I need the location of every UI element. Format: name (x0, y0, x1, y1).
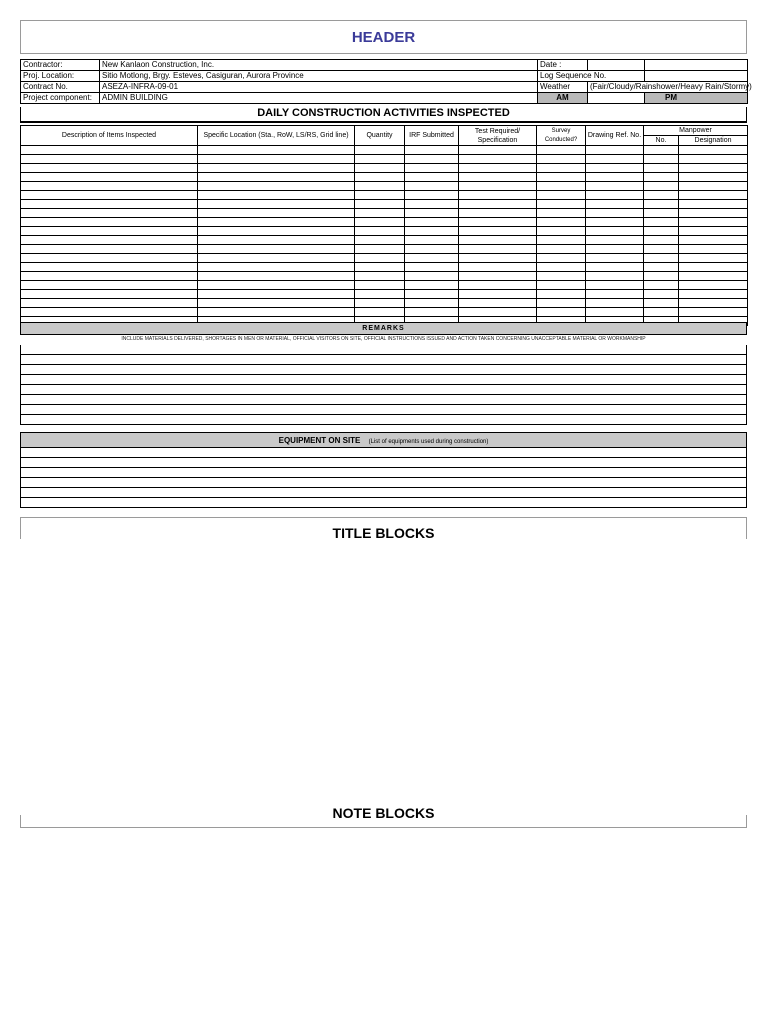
activities-table (20, 125, 748, 326)
activity-cell[interactable] (405, 155, 459, 164)
activity-cell[interactable] (459, 164, 537, 173)
col-no: No. (644, 136, 679, 146)
activity-cell[interactable] (644, 236, 679, 245)
log-label: Log Sequence No. (538, 71, 645, 82)
activity-cell[interactable] (679, 182, 748, 191)
contractor-label: Contractor: (21, 60, 100, 71)
title-blocks-box (20, 517, 747, 539)
activity-cell[interactable] (459, 254, 537, 263)
note-blocks-fragment (20, 805, 747, 828)
activity-cell[interactable] (679, 290, 748, 299)
activity-cell[interactable] (644, 308, 679, 317)
activity-cell[interactable] (537, 299, 586, 308)
col-irf: IRF Submitted (405, 126, 459, 146)
activity-cell[interactable] (459, 299, 537, 308)
activity-cell[interactable] (586, 146, 644, 155)
activity-cell[interactable] (355, 299, 405, 308)
activity-cell[interactable] (537, 200, 586, 209)
activity-cell[interactable] (586, 173, 644, 182)
activity-cell[interactable] (537, 245, 586, 254)
activity-cell[interactable] (644, 182, 679, 191)
am-value[interactable] (588, 93, 645, 104)
activity-cell[interactable] (459, 236, 537, 245)
activity-cell[interactable] (644, 146, 679, 155)
weather-options: (Fair/Cloudy/Rainshower/Heavy Rain/Stormy) (588, 82, 748, 93)
activity-cell[interactable] (537, 209, 586, 218)
activity-cell[interactable] (405, 209, 459, 218)
activity-cell[interactable] (586, 200, 644, 209)
col-location: Specific Location (Sta., RoW, LS/RS, Grid line) (198, 126, 355, 146)
col-drawing: Drawing Ref. No. (586, 126, 644, 146)
activity-cell[interactable] (405, 245, 459, 254)
activity-cell[interactable] (644, 227, 679, 236)
activity-cell[interactable] (21, 254, 198, 263)
activity-cell[interactable] (586, 290, 644, 299)
activity-cell[interactable] (679, 272, 748, 281)
activities-rule (20, 121, 747, 123)
activity-cell[interactable] (21, 182, 198, 191)
activity-cell[interactable] (679, 146, 748, 155)
equipment-bar (20, 432, 747, 448)
activity-cell[interactable] (459, 173, 537, 182)
activity-row[interactable] (21, 308, 748, 317)
activity-cell[interactable] (355, 290, 405, 299)
activity-cell[interactable] (405, 173, 459, 182)
entry-line[interactable] (21, 498, 746, 508)
am-label: AM (538, 93, 588, 104)
activity-cell[interactable] (644, 299, 679, 308)
activity-cell[interactable] (459, 308, 537, 317)
activity-row[interactable] (21, 155, 748, 164)
activity-cell[interactable] (644, 209, 679, 218)
activity-cell[interactable] (679, 155, 748, 164)
col-description: Description of Items Inspected (21, 126, 198, 146)
activity-cell[interactable] (21, 173, 198, 182)
activity-cell[interactable] (21, 236, 198, 245)
activity-cell[interactable] (405, 182, 459, 191)
activity-cell[interactable] (586, 254, 644, 263)
activity-cell[interactable] (644, 164, 679, 173)
activity-cell[interactable] (405, 191, 459, 200)
activity-cell[interactable] (198, 290, 355, 299)
activity-cell[interactable] (586, 209, 644, 218)
activity-cell[interactable] (198, 299, 355, 308)
activity-cell[interactable] (644, 290, 679, 299)
activity-cell[interactable] (586, 308, 644, 317)
activity-cell[interactable] (405, 236, 459, 245)
activity-cell[interactable] (644, 281, 679, 290)
activity-cell[interactable] (459, 200, 537, 209)
activity-cell[interactable] (405, 290, 459, 299)
entry-line[interactable] (21, 488, 746, 498)
activity-cell[interactable] (21, 272, 198, 281)
activity-cell[interactable] (644, 272, 679, 281)
activity-cell[interactable] (679, 164, 748, 173)
activity-cell[interactable] (355, 218, 405, 227)
activity-cell[interactable] (198, 182, 355, 191)
activity-row[interactable] (21, 182, 748, 191)
activity-cell[interactable] (679, 173, 748, 182)
activity-row[interactable] (21, 299, 748, 308)
remarks-note: INCLUDE MATERIALS DELIVERED, SHORTAGES IN MEN OR MATERIAL, OFFICIAL VISITORS ON SITE, OFFICIAL INSTRUCTIONS ISSUED AND ACTION TAKEN CONCERNING UNACCEPTABLE MATERIAL OR WORKMANSHIP (121, 336, 646, 342)
equipment-subtitle: (List of equipments used during construction) (368, 439, 489, 445)
activity-cell[interactable] (679, 281, 748, 290)
activity-cell[interactable] (537, 236, 586, 245)
location-label: Proj. Location: (21, 71, 100, 82)
activity-cell[interactable] (586, 182, 644, 191)
activity-cell[interactable] (679, 245, 748, 254)
activity-cell[interactable] (198, 245, 355, 254)
activity-cell[interactable] (586, 281, 644, 290)
activity-cell[interactable] (355, 155, 405, 164)
activity-cell[interactable] (198, 263, 355, 272)
activity-cell[interactable] (355, 200, 405, 209)
activity-cell[interactable] (198, 191, 355, 200)
activity-cell[interactable] (459, 182, 537, 191)
activity-cell[interactable] (355, 164, 405, 173)
activity-cell[interactable] (21, 146, 198, 155)
activity-cell[interactable] (644, 254, 679, 263)
activity-row[interactable] (21, 245, 748, 254)
activity-cell[interactable] (537, 308, 586, 317)
activity-cell[interactable] (537, 164, 586, 173)
activity-cell[interactable] (679, 200, 748, 209)
activity-cell[interactable] (586, 218, 644, 227)
activity-cell[interactable] (355, 182, 405, 191)
activity-cell[interactable] (586, 299, 644, 308)
header-title: HEADER (351, 28, 416, 46)
entry-line[interactable] (21, 478, 746, 488)
activity-cell[interactable] (21, 200, 198, 209)
location-value: Sitio Motlong, Brgy. Esteves, Casiguran, Aurora Province (100, 71, 538, 82)
activity-cell[interactable] (459, 263, 537, 272)
activity-cell[interactable] (459, 155, 537, 164)
activity-cell[interactable] (21, 263, 198, 272)
activity-cell[interactable] (355, 245, 405, 254)
activity-cell[interactable] (679, 308, 748, 317)
activities-body (21, 146, 748, 326)
activity-cell[interactable] (644, 191, 679, 200)
col-manpower: Manpower (644, 126, 748, 136)
activity-cell[interactable] (405, 200, 459, 209)
entry-line[interactable] (21, 365, 746, 375)
contract-value: ASEZA-INFRA-09-01 (100, 82, 538, 93)
col-test: Test Required/ Specification (459, 126, 537, 146)
entry-line[interactable] (21, 458, 746, 468)
entry-line[interactable] (21, 355, 746, 365)
activity-cell[interactable] (537, 191, 586, 200)
activity-cell[interactable] (355, 191, 405, 200)
activity-cell[interactable] (21, 299, 198, 308)
activity-cell[interactable] (537, 218, 586, 227)
activity-cell[interactable] (21, 308, 198, 317)
col-survey: Survey Conducted? (537, 126, 586, 146)
activity-cell[interactable] (537, 254, 586, 263)
activity-row[interactable] (21, 227, 748, 236)
activity-cell[interactable] (586, 236, 644, 245)
activity-row[interactable] (21, 146, 748, 155)
activity-cell[interactable] (459, 209, 537, 218)
component-label: Project component: (21, 93, 100, 104)
activity-cell[interactable] (198, 236, 355, 245)
date-extra (645, 60, 748, 71)
activity-cell[interactable] (679, 191, 748, 200)
activity-cell[interactable] (198, 227, 355, 236)
activity-row[interactable] (21, 281, 748, 290)
remarks-lines[interactable] (20, 345, 747, 425)
activity-cell[interactable] (537, 173, 586, 182)
activity-cell[interactable] (21, 281, 198, 290)
entry-line[interactable] (21, 345, 746, 355)
activity-cell[interactable] (537, 272, 586, 281)
activity-cell[interactable] (198, 209, 355, 218)
weather-label: Weather (538, 82, 588, 93)
activity-cell[interactable] (537, 227, 586, 236)
activity-cell[interactable] (21, 290, 198, 299)
activity-cell[interactable] (537, 155, 586, 164)
activity-cell[interactable] (586, 263, 644, 272)
date-label: Date : (538, 60, 588, 71)
activity-cell[interactable] (679, 236, 748, 245)
entry-line[interactable] (21, 385, 746, 395)
activity-row[interactable] (21, 209, 748, 218)
activity-cell[interactable] (459, 227, 537, 236)
activity-cell[interactable] (537, 263, 586, 272)
activity-cell[interactable] (644, 200, 679, 209)
activity-cell[interactable] (537, 146, 586, 155)
activity-cell[interactable] (21, 155, 198, 164)
activity-cell[interactable] (679, 254, 748, 263)
activity-cell[interactable] (537, 182, 586, 191)
contractor-value: New Kanlaon Construction, Inc. (100, 60, 538, 71)
activity-cell[interactable] (198, 308, 355, 317)
activity-cell[interactable] (198, 200, 355, 209)
activity-cell[interactable] (586, 155, 644, 164)
activity-cell[interactable] (586, 272, 644, 281)
contract-label: Contract No. (21, 82, 100, 93)
entry-line[interactable] (21, 448, 746, 458)
note-blocks-title: NOTE BLOCKS (332, 805, 435, 821)
equipment-title: EQUIPMENT ON SITE (278, 436, 361, 445)
activity-row[interactable] (21, 263, 748, 272)
activity-cell[interactable] (405, 299, 459, 308)
activity-cell[interactable] (21, 164, 198, 173)
activity-cell[interactable] (644, 263, 679, 272)
activity-cell[interactable] (537, 281, 586, 290)
log-value[interactable] (645, 71, 748, 82)
activity-cell[interactable] (355, 173, 405, 182)
activity-cell[interactable] (405, 227, 459, 236)
remarks-bar: REMARKS (20, 322, 747, 335)
activity-cell[interactable] (355, 209, 405, 218)
activity-cell[interactable] (198, 281, 355, 290)
activity-cell[interactable] (355, 281, 405, 290)
activity-row[interactable] (21, 164, 748, 173)
activity-cell[interactable] (21, 245, 198, 254)
activity-cell[interactable] (405, 164, 459, 173)
entry-line[interactable] (21, 375, 746, 385)
activity-cell[interactable] (459, 290, 537, 299)
activity-cell[interactable] (586, 227, 644, 236)
activity-row[interactable] (21, 236, 748, 245)
pm-label: PM (645, 93, 748, 104)
activity-cell[interactable] (355, 146, 405, 155)
activity-cell[interactable] (198, 146, 355, 155)
activity-cell[interactable] (586, 191, 644, 200)
activity-cell[interactable] (459, 245, 537, 254)
activity-cell[interactable] (405, 254, 459, 263)
equipment-lines[interactable] (20, 448, 747, 508)
activity-cell[interactable] (21, 218, 198, 227)
activity-row[interactable] (21, 290, 748, 299)
col-designation: Designation (679, 136, 748, 146)
date-value[interactable] (588, 60, 645, 71)
activity-cell[interactable] (586, 245, 644, 254)
activity-cell[interactable] (644, 245, 679, 254)
activity-row[interactable] (21, 272, 748, 281)
activity-row[interactable] (21, 173, 748, 182)
activity-row[interactable] (21, 200, 748, 209)
component-value: ADMIN BUILDING (100, 93, 538, 104)
activity-cell[interactable] (679, 218, 748, 227)
activity-cell[interactable] (405, 308, 459, 317)
activity-cell[interactable] (355, 272, 405, 281)
activity-cell[interactable] (459, 146, 537, 155)
activity-cell[interactable] (679, 209, 748, 218)
activity-cell[interactable] (459, 191, 537, 200)
activity-cell[interactable] (405, 146, 459, 155)
activity-cell[interactable] (355, 254, 405, 263)
activity-cell[interactable] (198, 254, 355, 263)
project-info-table (20, 59, 752, 104)
activity-cell[interactable] (537, 290, 586, 299)
title-blocks-title: TITLE BLOCKS (332, 525, 435, 541)
activity-cell[interactable] (355, 227, 405, 236)
activity-cell[interactable] (586, 164, 644, 173)
activity-cell[interactable] (405, 263, 459, 272)
activity-cell[interactable] (198, 164, 355, 173)
activity-cell[interactable] (644, 218, 679, 227)
activity-cell[interactable] (679, 227, 748, 236)
activity-cell[interactable] (198, 218, 355, 227)
activity-cell[interactable] (644, 173, 679, 182)
activity-cell[interactable] (21, 209, 198, 218)
activity-cell[interactable] (679, 299, 748, 308)
entry-line[interactable] (21, 395, 746, 405)
activity-row[interactable] (21, 254, 748, 263)
entry-line[interactable] (21, 405, 746, 415)
header-box (20, 20, 747, 54)
activity-cell[interactable] (459, 218, 537, 227)
activity-cell[interactable] (21, 227, 198, 236)
activity-row[interactable] (21, 218, 748, 227)
activity-cell[interactable] (198, 155, 355, 164)
activities-title: DAILY CONSTRUCTION ACTIVITIES INSPECTED (20, 107, 747, 121)
activity-cell[interactable] (198, 272, 355, 281)
activity-cell[interactable] (459, 281, 537, 290)
activity-cell[interactable] (405, 281, 459, 290)
activity-cell[interactable] (355, 308, 405, 317)
entry-line[interactable] (21, 468, 746, 478)
activity-cell[interactable] (405, 218, 459, 227)
col-quantity: Quantity (355, 126, 405, 146)
activity-cell[interactable] (679, 263, 748, 272)
activity-cell[interactable] (21, 191, 198, 200)
activity-row[interactable] (21, 191, 748, 200)
activity-cell[interactable] (405, 272, 459, 281)
entry-line[interactable] (21, 415, 746, 425)
activity-cell[interactable] (459, 272, 537, 281)
activity-cell[interactable] (355, 263, 405, 272)
activity-cell[interactable] (198, 173, 355, 182)
activity-cell[interactable] (644, 155, 679, 164)
activity-cell[interactable] (355, 236, 405, 245)
